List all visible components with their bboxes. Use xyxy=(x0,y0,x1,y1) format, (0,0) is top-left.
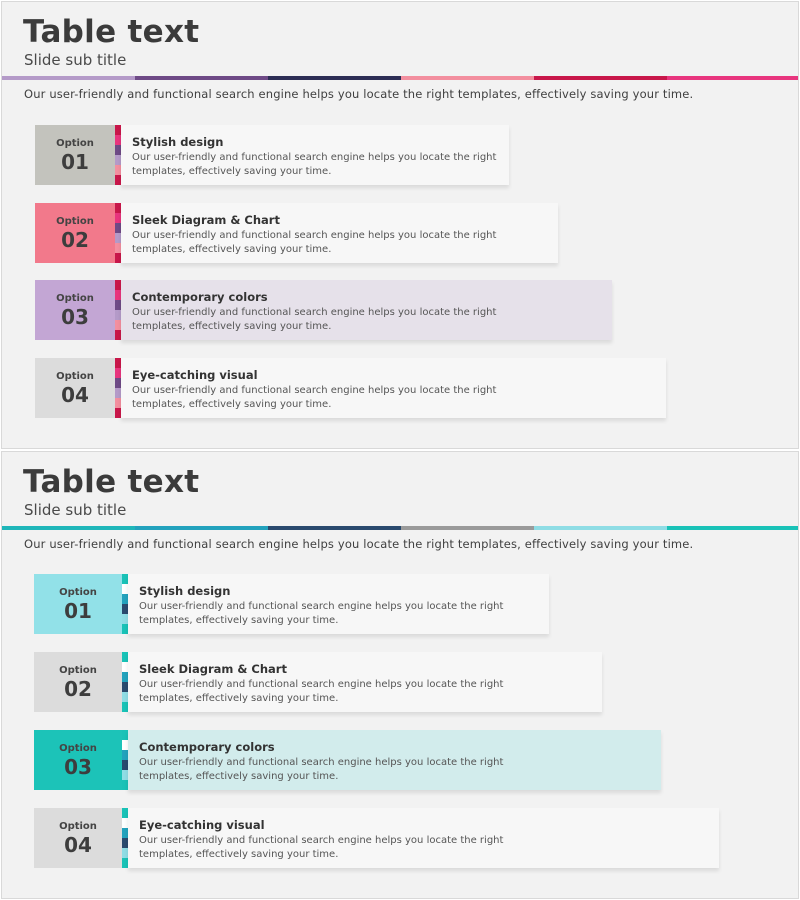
option-label: Option xyxy=(56,370,94,382)
option-number: 04 xyxy=(61,382,89,407)
slide-2 xyxy=(1,451,799,899)
option-badge xyxy=(34,652,122,712)
option-number: 04 xyxy=(64,832,92,857)
intro-text: Our user-friendly and functional search engine helps you locate the right templates, effectively saving your time. xyxy=(24,87,694,101)
option-label: Option xyxy=(56,215,94,227)
option-badge xyxy=(35,203,115,263)
slide-title: Table text xyxy=(23,464,200,500)
option-label: Option xyxy=(59,586,97,598)
option-description: Our user-friendly and functional search engine helps you locate the right templates, effectively saving your time. xyxy=(139,757,504,782)
option-title: Stylish design xyxy=(139,584,231,598)
option-number: 01 xyxy=(61,149,89,174)
option-panel xyxy=(121,203,558,263)
intro-text: Our user-friendly and functional search engine helps you locate the right templates, effectively saving your time. xyxy=(24,537,694,551)
option-badge xyxy=(34,808,122,868)
option-label: Option xyxy=(59,742,97,754)
option-description: Our user-friendly and functional search engine helps you locate the right templates, effectively saving your time. xyxy=(132,152,497,177)
option-description: Our user-friendly and functional search engine helps you locate the right templates, effectively saving your time. xyxy=(139,601,504,626)
slide-subtitle: Slide sub title xyxy=(24,501,127,519)
option-label: Option xyxy=(56,292,94,304)
option-panel xyxy=(128,730,661,790)
slide-1 xyxy=(1,1,799,449)
option-description: Our user-friendly and functional search engine helps you locate the right templates, effectively saving your time. xyxy=(132,230,497,255)
option-label: Option xyxy=(56,137,94,149)
option-number: 02 xyxy=(64,676,92,701)
option-title: Eye-catching visual xyxy=(132,368,258,382)
option-number: 03 xyxy=(64,754,92,779)
option-panel xyxy=(121,358,666,418)
option-title: Stylish design xyxy=(132,135,224,149)
option-title: Eye-catching visual xyxy=(139,818,265,832)
option-title: Sleek Diagram & Chart xyxy=(132,213,280,227)
option-label: Option xyxy=(59,820,97,832)
option-panel xyxy=(128,808,719,868)
option-badge xyxy=(35,125,115,185)
accent-color-bar xyxy=(2,76,799,80)
slide-subtitle: Slide sub title xyxy=(24,51,127,69)
option-number: 02 xyxy=(61,227,89,252)
option-title: Contemporary colors xyxy=(132,290,268,304)
option-badge xyxy=(34,730,122,790)
option-badge xyxy=(35,358,115,418)
option-panel xyxy=(121,125,509,185)
option-badge xyxy=(35,280,115,340)
option-description: Our user-friendly and functional search engine helps you locate the right templates, effectively saving your time. xyxy=(139,679,504,704)
option-title: Contemporary colors xyxy=(139,740,275,754)
option-badge xyxy=(34,574,122,634)
option-label: Option xyxy=(59,664,97,676)
option-panel xyxy=(128,574,549,634)
option-title: Sleek Diagram & Chart xyxy=(139,662,287,676)
option-description: Our user-friendly and functional search engine helps you locate the right templates, effectively saving your time. xyxy=(139,835,504,860)
option-number: 03 xyxy=(61,304,89,329)
accent-color-bar xyxy=(2,526,799,530)
option-panel xyxy=(121,280,612,340)
option-panel xyxy=(128,652,602,712)
option-description: Our user-friendly and functional search engine helps you locate the right templates, effectively saving your time. xyxy=(132,307,497,332)
option-number: 01 xyxy=(64,598,92,623)
slide-title: Table text xyxy=(23,14,200,50)
option-description: Our user-friendly and functional search engine helps you locate the right templates, effectively saving your time. xyxy=(132,385,497,410)
